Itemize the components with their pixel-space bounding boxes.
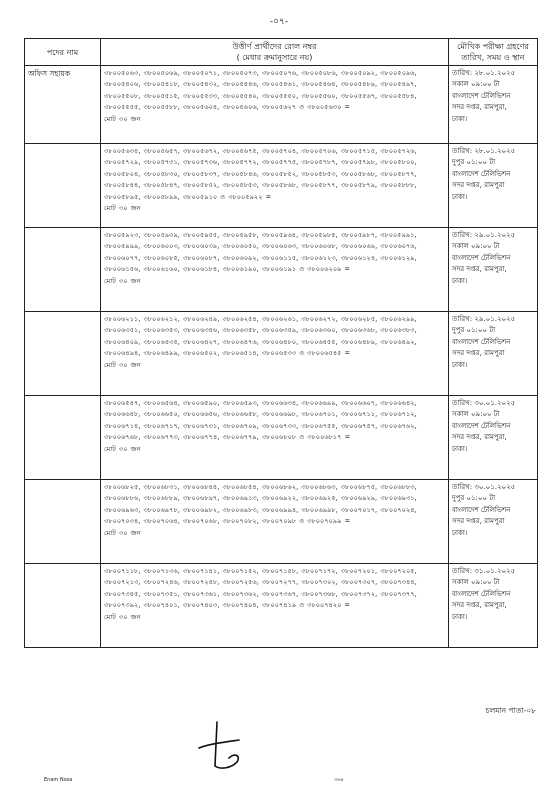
roll-numbers: ৩৮০০৬৫৪৭, ৩৮০০৬৫৬৪, ৩৮০০৬৫৯০, ৩৮০০৬৫৯৩, ৩৮০০৬৬৩৪, ৩৮০০৬৬৯৯, ৩৮০০৬৬০৭, ৩৮০০৬৬৪২, ৩৮০০৬৬৪৮, ৩৮০০৬৬৫০, ৩৮০০৬৬৫৬, ৩৮০০৬৬৫৮, ৩৮০০৬৬৯৮, ৩৮০০৬৭০১, ৩৮০০৬৭১১, ৩৮০০৬৭১২, ৩৮০০৬৭১৪, ৩৮০০৬৭১৭, ৩৮০০৬৭৩১, ৩৮০০৬৭০৯, ৩৮০০৬৭৩৩, ৩৮০০৬৭৫৫, ৩৮০০৬৭৫৭, ৩৮০০৬৭৬২, ৩৮০০৬৭৬৮, ৩৮০০৬৭৭৩, ৩৮০০৬৭৭৪, ৩৮০০৬৭৭৯, ৩৮০০৬৮০৮ ও ৩৮০০৬৮১৭ = bbox=[104, 399, 417, 442]
roll-numbers: ৩৮০০৫৯২৩, ৩৮০০৫৯৩৯, ৩৮০০৫৯৫৫, ৩৮০০৫৯৫৮, ৩৮০০৫৯৬৪, ৩৮০০৫৯৮৫, ৩৮০০৫৯৮৭, ৩৮০০৫৯৯১, ৩৮০০৫৯৯৯, ৩৮০০৬০০৩, ৩৮০০৬০৩৯, ৩৮০০৬০৫০, ৩৮০০৬০৬৩, ৩৮০০৬০৬৮, ৩৮০০৬০৬৯, ৩৮০০৬০৭৬, ৩৮০০৬০৭৭, ৩৮০০৬০৮৫, ৩৮০০৬০৮৭, ৩৮০০৬০৯২, ৩৮০০৬১১৫, ৩৮০০৬১২৩, ৩৮০০৬১২৪, ৩৮০০৬১২৯, ৩৮০০৬১৫৬, ৩৮০০৬১৬০, ৩৮০০৬১৮৪, ৩৮০০৬১৯০, ৩৮০০৬১৯১ ও ৩৮০০৬২০৯ = bbox=[104, 231, 417, 274]
footer-page-ref: ৩৬৪ bbox=[334, 777, 344, 783]
schedule-line: বাংলাদেশ টেলিভিশন bbox=[452, 589, 511, 598]
schedule-line: সদর দপ্তর, রামপুরা, bbox=[452, 601, 507, 610]
candidate-total: মোট ৩০ জন bbox=[104, 114, 141, 123]
schedule-cell bbox=[449, 564, 538, 648]
schedule-line: সকাল ০৯:০০ টা bbox=[452, 578, 500, 587]
schedule-line: ঢাকা। bbox=[452, 276, 468, 285]
schedule-line: সদর দপ্তর, রামপুরা bbox=[452, 517, 505, 526]
post-cell bbox=[25, 228, 101, 312]
schedule-line: দুপুর ০১:০০ টা bbox=[452, 326, 496, 335]
rolls-cell bbox=[101, 144, 449, 228]
table-row bbox=[25, 228, 538, 312]
post-cell bbox=[25, 312, 101, 396]
schedule-line: তারিখ: ৩০.০১.২০২৫ bbox=[452, 399, 516, 407]
schedule-line: সকাল ০৯:০০ টা bbox=[452, 242, 500, 251]
post-cell bbox=[25, 564, 101, 648]
schedule-line: ঢাকা। bbox=[452, 612, 468, 621]
post-cell bbox=[25, 480, 101, 564]
rolls-cell bbox=[101, 396, 449, 480]
continuation-note: চলমান পাতা-০৮ bbox=[485, 706, 536, 715]
schedule-line: ঢাকা। bbox=[452, 192, 468, 201]
schedule-line: তারিখ: ২৮.০১.২০২৫ bbox=[452, 147, 516, 155]
post-cell bbox=[25, 66, 101, 144]
roll-numbers: ৩৮০০৬২১১, ৩৮০০৬২১২, ৩৮০০৬২৪৯, ৩৮০০৬২৫৪, ৩৮০০৬২৬১, ৩৮০০৬২৭২, ৩৮০০৬২৮৫, ৩৮০০৬২৯৯, ৩৮০০৬৩৫১, ৩৮০০৬৩৫৩, ৩৮০০৬৩৪৬, ৩৮০০৬৩৫৮, ৩৮০০৬৩৫৯, ৩৮০০৬৩৬০, ৩৮০০৬৩৬৮, ৩৮০০৬৩৮৩, ৩৮০০৬৪০৯, ৩৮০০৬৪৩৫, ৩৮০০৬৪২৭, ৩৮০০৬৪৭৬, ৩৮০০৬৪৮০, ৩৮০০৬৪৫৫, ৩৮০০৬৪৮৯, ৩৮০০৬৪৯২, ৩৮০০৬৪৯৪, ৩৮০০৬৪৯৯, ৩৮০০৬৫০২, ৩৮০০৬৫১৪, ৩৮০০৬৫৩৩ ও ৩৮০০৬৫৪৫ = bbox=[104, 315, 417, 358]
candidate-total: মোট ৩০ জন bbox=[104, 612, 141, 621]
schedule-line: সদর দপ্তর, রামপুরা bbox=[452, 349, 505, 358]
schedule-line: ঢাকা। bbox=[452, 444, 468, 453]
schedule-cell bbox=[449, 396, 538, 480]
schedule-line: ঢাকা। bbox=[452, 114, 468, 123]
schedule-cell bbox=[449, 144, 538, 228]
table-row bbox=[25, 66, 538, 144]
rolls-cell bbox=[101, 564, 449, 648]
header-rolls bbox=[101, 39, 449, 66]
table-header-row bbox=[25, 39, 538, 66]
header-schedule: মৌখিক পরীক্ষা গ্রহণের তারিখ, সময় ও স্থান bbox=[449, 39, 538, 66]
schedule-line: তারিখ: ৩১.০১.২০২৫ bbox=[452, 567, 516, 575]
signature-mark bbox=[195, 718, 255, 773]
schedule-line: সদর দপ্তর, রামপুরা, bbox=[452, 265, 507, 274]
table-body bbox=[25, 66, 538, 648]
table-row bbox=[25, 564, 538, 648]
candidate-total: মোট ৩০ জন bbox=[104, 204, 141, 213]
header-post: পদের নাম bbox=[25, 39, 101, 66]
schedule-line: দুপুর ০১:০০ টা bbox=[452, 494, 496, 503]
schedule-line: সদর দপ্তর, রামপুরা, bbox=[452, 433, 507, 442]
schedule-line: তারিখ: ২৯.০১.২০২৫ bbox=[452, 315, 516, 323]
post-name: অফিস সহায়ক bbox=[28, 69, 71, 78]
table-row bbox=[25, 312, 538, 396]
header-rolls-note: ( মেধার ক্রমানুসারে নয়) bbox=[236, 53, 313, 62]
rolls-cell bbox=[101, 480, 449, 564]
schedule-line: বাংলাদেশ টেলিভিশন bbox=[452, 337, 511, 346]
schedule-line: বাংলাদেশ টেলিভিশন bbox=[452, 253, 511, 262]
schedule-line: সকাল ০৯:০০ টা bbox=[452, 410, 500, 419]
schedule-line: ঢাকা। bbox=[452, 360, 468, 369]
post-cell bbox=[25, 144, 101, 228]
header-rolls-title: উত্তীর্ণ প্রার্থীদের রোল নম্বর bbox=[232, 42, 317, 51]
footer-left-note: Enam Nosa bbox=[44, 777, 73, 783]
rolls-cell bbox=[101, 66, 449, 144]
roll-numbers: ৩৮০০৫০৬৩, ৩৮০০৫০৬৯, ৩৮০০৫০৭১, ৩৮০০৫০৭৩, ৩৮০০৫০৭৬, ৩৮০০৫০৮৬, ৩৮০০৫০৯২, ৩৮০০৫০৯৬, ৩৮০০৫৪০৬, ৩৮০০৫৪১৮, ৩৮০০৫৪৩২, ৩৮০০৫৪৪৬, ৩৮০০৫৪৬১, ৩৮০০৫৪৬৪, ৩৮০০৫৪৮৯, ৩৮০০৫৪৯৭, ৩৮০০৫৫০৮, ৩৮০০৫৫১৫, ৩৮০০৫৫৩৩, ৩৮০০৫৫৪০, ৩৮০০৫৫৫০, ৩৮০০৫৫৬০, ৩৮০০৫৫৬৭, ৩৮০০৫৫৮৪, ৩৮০০৫৫৫৫, ৩৮০০৫৫৮৮, ৩৮০০৫৬০৪, ৩৮০০৫৬০৬, ৩৮০০৫৬২৭ ও ৩৮০০৫৬৩০ = bbox=[104, 69, 417, 112]
table-row bbox=[25, 396, 538, 480]
page-number: -০৭- bbox=[269, 17, 289, 27]
candidate-total: মোট ৩০ জন bbox=[104, 444, 141, 453]
schedule-line: বাংলাদেশ টেলিভিশন bbox=[452, 505, 511, 514]
schedule-line: ঢাকা। bbox=[452, 528, 468, 537]
schedule-line: সদর দপ্তর, রামপুরা bbox=[452, 181, 505, 190]
schedule-line: সদর দপ্তর, রামপুরা, bbox=[452, 103, 507, 112]
schedule-line: বাংলাদেশ টেলিভিশন bbox=[452, 91, 511, 100]
schedule-cell bbox=[449, 66, 538, 144]
roll-numbers: ৩৮০০৬৮২৫, ৩৮০০৬৮৩১, ৩৮০০৬৮৪৪, ৩৮০০৬৮৫৪, ৩৮০০৬৮৬২, ৩৮০০৬৮৬৩, ৩৮০০৬৮৭৫, ৩৮০০৬৮৮৩, ৩৮০০৬৮৮৬, ৩৮০০৬৮৮৯, ৩৮০০৬৮৯৭, ৩৮০০৬৯১৩, ৩৮০০৬৯২২, ৩৮০০৬৯২৫, ৩৮০০৬৯২৯, ৩৮০০৬৯৩১, ৩৮০০৬৯৬৩, ৩৮০০৬৯৭৮, ৩৮০০৬৯৮২, ৩৮০০৬৯৮৩, ৩৮০০৬৯৯৪, ৩৮০০৬৯৯৮, ৩৮০০৭০১৭, ৩৮০০৭০২৪, ৩৮০০৭০৩৪, ৩৮০০৭০৬৪, ৩৮০০৭০৬৮, ৩৮০০৭০৮২, ৩৮০০৭০৯৮ ও ৩৮০০৭০৯৯ = bbox=[104, 483, 417, 526]
candidate-total: মোট ৩০ জন bbox=[104, 276, 141, 285]
candidate-total: মোট ৩০ জন bbox=[104, 528, 141, 537]
roll-numbers: ৩৮০০৭১১৮, ৩৮০০৭১৩৬, ৩৮০০৭১৪১, ৩৮০০৭১৫২, ৩৮০০৭১৫৮, ৩৮০০৭১৭২, ৩৮০০৭২০১, ৩৮০০৭২০৫, ৩৮০০৭২১৩, ৩৮০০৭২৪৬, ৩৮০০৭২৪৮, ৩৮০০৭২৫৬, ৩৮০০৭২৭৭, ৩৮০০৭৩০২, ৩৮০০৭৩০৭, ৩৮০০৭৩৪৪, ৩৮০০৭৩৪৫, ৩৮০০৭৩৫১, ৩৮০০৭৩৬১, ৩৮০০৭৩৬২, ৩৮০০৭৩৬৭, ৩৮০০৭৩৬৮, ৩৮০০৭৩৭২, ৩৮০০৭৩৭৭, ৩৮০০৭৩৯২, ৩৮০০৭৪০১, ৩৮০০৭৪০৩, ৩৮০০৭৪০৪, ৩৮০০৭৪১৯ ও ৩৮০০৭৪২০ = bbox=[104, 567, 417, 610]
rolls-cell bbox=[101, 312, 449, 396]
schedule-line: তারিখ: ২৯.০১.২০২৫ bbox=[452, 231, 516, 239]
rolls-cell bbox=[101, 228, 449, 312]
schedule-cell bbox=[449, 228, 538, 312]
schedule-line: দুপুর ০১:০০ টা bbox=[452, 158, 496, 167]
schedule-line: সকাল ০৯:০০ টা bbox=[452, 80, 500, 89]
schedule-line: তারিখ: ২৮.০১.২০২৫ bbox=[452, 69, 516, 77]
schedule-cell bbox=[449, 312, 538, 396]
schedule-line: তারিখ: ৩০.০১.২০২৫ bbox=[452, 483, 516, 491]
schedule-cell bbox=[449, 480, 538, 564]
results-table bbox=[24, 38, 538, 648]
post-cell bbox=[25, 396, 101, 480]
table-row bbox=[25, 144, 538, 228]
schedule-line: বাংলাদেশ টেলিভিশন bbox=[452, 169, 511, 178]
roll-numbers: ৩৮০০৫৬৩৪, ৩৮০০৫৬৫৭, ৩৮০০৫৬৭২, ৩৮০০৫৬৭৫, ৩৮০০৫৭০৪, ৩৮০০৫৭০৬, ৩৮০০৫৭১৫, ৩৮০০৫৭২৬, ৩৮০০৫৭২৯, ৩৮০০৫৭৩১, ৩৮০০৫৭৩৬, ৩৮০০৫৭৭২, ৩৮০০৫৭৭৫, ৩৮০০৫৭৮৭, ৩৮০০৫৭৯৮, ৩৮০০৫৮০০, ৩৮০০৫৮০৪, ৩৮০০৫৮৩০, ৩৮০০৫৮৩৭, ৩৮০০৫৮৪৬, ৩৮০০৫৮৫২, ৩৮০০৫৮৫৩, ৩৮০০৫৮৬৮, ৩৮০০৫৮৭৭, ৩৮০০৫৮৪৪, ৩৮০০৫৮৪৭, ৩৮০০৫৮৫২, ৩৮০০৫৮৫৩, ৩৮০০৫৮৬৮, ৩৮০০৫৮৭৭, ৩৮০০৫৮৭৯, ৩৮০০৫৮৮৮, ৩৮০০৫৮৯৫, ৩৮০০৫৮৯৯, ৩৮০০৫৯১০ ও ৩৮০০৫৯২২ = bbox=[104, 147, 417, 201]
schedule-line: বাংলাদেশ টেলিভিশন bbox=[452, 421, 511, 430]
table-row bbox=[25, 480, 538, 564]
candidate-total: মোট ৩০ জন bbox=[104, 360, 141, 369]
